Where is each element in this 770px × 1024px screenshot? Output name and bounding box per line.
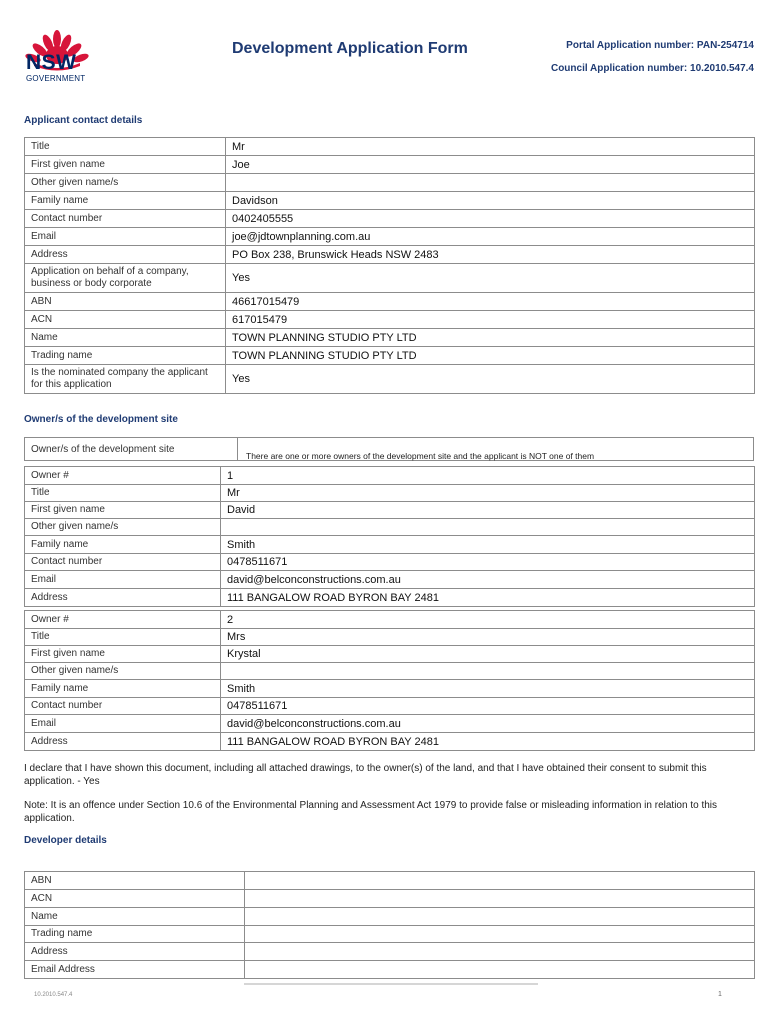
field-label: Trading name — [25, 926, 245, 943]
field-label: Other given name/s — [25, 663, 221, 680]
field-value: Smith — [221, 680, 755, 698]
field-value: PO Box 238, Brunswick Heads NSW 2483 — [226, 246, 755, 264]
field-label: Trading name — [25, 347, 226, 365]
table-row — [25, 210, 755, 228]
council-application-number: Council Application number: 10.2010.547.4 — [550, 63, 754, 74]
owners-section-heading: Owner/s of the development site — [24, 414, 178, 425]
field-label: Other given name/s — [25, 519, 221, 536]
table-row — [25, 698, 755, 715]
field-label: Address — [25, 589, 221, 607]
table-row — [25, 715, 755, 733]
field-value — [221, 663, 755, 680]
table-row — [25, 733, 755, 751]
table-row — [25, 943, 755, 961]
field-value: Mr — [221, 485, 755, 502]
field-label: First given name — [25, 646, 221, 663]
field-value: 111 BANGALOW ROAD BYRON BAY 2481 — [221, 589, 755, 607]
table-row — [25, 293, 755, 311]
table-row — [25, 192, 755, 210]
table-row — [25, 246, 755, 264]
field-label: Other given name/s — [25, 174, 226, 192]
table-row — [25, 138, 755, 156]
field-label: Email — [25, 228, 226, 246]
table-row — [25, 872, 755, 890]
field-label: Address — [25, 943, 245, 961]
table-row — [25, 347, 755, 365]
table-row — [25, 156, 755, 174]
field-label: Email Address — [25, 961, 245, 979]
table-row — [25, 961, 755, 979]
table-row — [25, 926, 755, 943]
logo-wordmark: NSW — [26, 51, 77, 74]
field-label: First given name — [25, 502, 221, 519]
field-value: 2 — [221, 611, 755, 629]
table-row — [25, 629, 755, 646]
footer-reference: 10.2010.547.4 — [34, 992, 73, 998]
field-value: 0402405555 — [226, 210, 755, 228]
portal-application-number: Portal Application number: PAN-254714 — [566, 40, 754, 51]
table-row — [25, 680, 755, 698]
owner-2-table — [24, 610, 755, 751]
developer-section-heading: Developer details — [24, 835, 107, 846]
table-row — [25, 611, 755, 629]
table-row — [25, 329, 755, 347]
field-value: joe@jdtownplanning.com.au — [226, 228, 755, 246]
table-row — [25, 554, 755, 571]
owners-header-label: Owner/s of the development site — [24, 437, 238, 461]
table-row — [25, 485, 755, 502]
page-number: 1 — [718, 991, 722, 998]
field-value — [221, 519, 755, 536]
field-label: First given name — [25, 156, 226, 174]
field-value — [226, 174, 755, 192]
applicant-details-table — [24, 137, 755, 394]
field-value: david@belconconstructions.com.au — [221, 571, 755, 589]
table-row — [25, 646, 755, 663]
field-value: 1 — [221, 467, 755, 485]
field-value: David — [221, 502, 755, 519]
field-label: Contact number — [25, 554, 221, 571]
field-label: Family name — [25, 536, 221, 554]
field-value: Krystal — [221, 646, 755, 663]
table-row — [25, 365, 755, 394]
field-label: Owner # — [25, 611, 221, 629]
field-value: 111 BANGALOW ROAD BYRON BAY 2481 — [221, 733, 755, 751]
table-row — [25, 589, 755, 607]
owner-1-table — [24, 466, 755, 607]
field-value: 0478511671 — [221, 554, 755, 571]
field-label: Address — [25, 246, 226, 264]
field-value: TOWN PLANNING STUDIO PTY LTD — [226, 329, 755, 347]
form-title: Development Application Form — [232, 40, 468, 57]
owners-header-value: There are one or more owners of the development site and the applicant is NOT one of them — [238, 437, 754, 461]
field-label: Contact number — [25, 698, 221, 715]
table-row — [25, 908, 755, 926]
field-value — [245, 890, 755, 908]
field-value: 0478511671 — [221, 698, 755, 715]
table-row — [25, 228, 755, 246]
field-label: Email — [25, 571, 221, 589]
table-row — [25, 467, 755, 485]
field-label: Name — [25, 329, 226, 347]
table-row — [25, 663, 755, 680]
field-label: Family name — [25, 680, 221, 698]
field-value: Yes — [226, 365, 755, 394]
logo-subtitle: GOVERNMENT — [26, 74, 86, 83]
field-value — [245, 872, 755, 890]
table-row — [25, 311, 755, 329]
table-row — [25, 536, 755, 554]
field-label: Application on behalf of a company, business or body corporate — [25, 264, 226, 293]
offence-note: Note: It is an offence under Section 10.6 of the Environmental Planning and Assessment Act 1979 to provide false or misleading information in relation to this application. — [24, 800, 718, 824]
field-value: Mrs — [221, 629, 755, 646]
field-label: Title — [25, 629, 221, 646]
field-label: ACN — [25, 890, 245, 908]
field-label: Title — [25, 485, 221, 502]
field-value: Davidson — [226, 192, 755, 210]
table-row — [25, 502, 755, 519]
table-row — [25, 264, 755, 293]
field-value: david@belconconstructions.com.au — [221, 715, 755, 733]
field-label: ACN — [25, 311, 226, 329]
developer-details-table — [24, 871, 755, 979]
field-value: 46617015479 — [226, 293, 755, 311]
table-row — [25, 890, 755, 908]
applicant-section-heading: Applicant contact details — [24, 115, 143, 126]
table-row — [25, 519, 755, 536]
field-label: Owner # — [25, 467, 221, 485]
field-value: Joe — [226, 156, 755, 174]
field-value: Mr — [226, 138, 755, 156]
field-value: Smith — [221, 536, 755, 554]
field-label: Family name — [25, 192, 226, 210]
field-label: Title — [25, 138, 226, 156]
field-label: Address — [25, 733, 221, 751]
field-label: Contact number — [25, 210, 226, 228]
table-row — [25, 571, 755, 589]
field-value — [245, 908, 755, 926]
field-value: 617015479 — [226, 311, 755, 329]
table-row — [25, 174, 755, 192]
field-value — [245, 961, 755, 979]
field-label: Name — [25, 908, 245, 926]
field-label: Is the nominated company the applicant for this application — [25, 365, 226, 394]
field-value — [245, 943, 755, 961]
field-value: Yes — [226, 264, 755, 293]
field-value — [245, 926, 755, 943]
footer-divider — [244, 983, 538, 985]
field-label: Email — [25, 715, 221, 733]
field-value: TOWN PLANNING STUDIO PTY LTD — [226, 347, 755, 365]
field-label: ABN — [25, 872, 245, 890]
field-label: ABN — [25, 293, 226, 311]
owner-consent-declaration: I declare that I have shown this document, including all attached drawings, to the owner(s) of the land, and that I have obtained their consent to submit this application. - Yes — [24, 763, 707, 787]
